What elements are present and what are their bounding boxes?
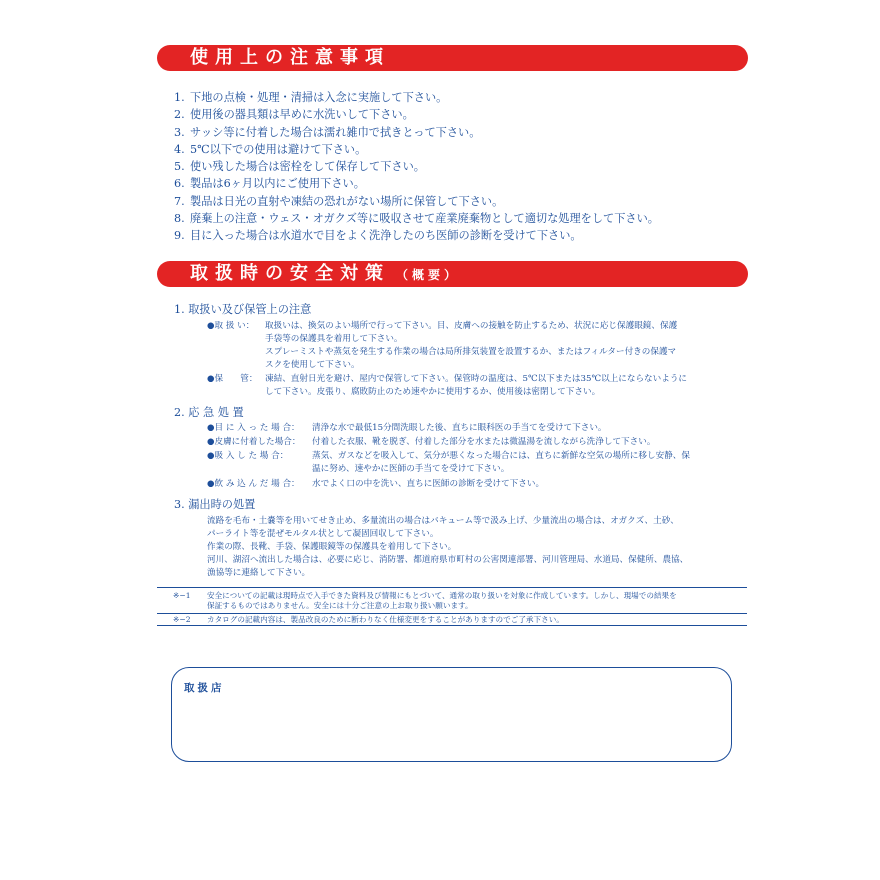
handling-text: 取扱いは、換気のよい場所で行って下さい。目、皮膚への接触を防止するため、状況に応じ保護眼鏡、保護 xyxy=(265,321,678,331)
ingestion-label: ●飲 み 込 ん だ 場 合： xyxy=(207,479,300,489)
storage-text: して下さい。皮張り、腐敗防止のため速やかに使用するか、使用後は密閉して下さい。 xyxy=(265,387,601,397)
note-mark: ※−1 xyxy=(173,591,191,600)
note-text: 安全についての記載は現時点で入手できた資料及び情報にもとづいて、通常の取り扱いを対象に作成しています。しかし、現場での結果を xyxy=(207,591,677,600)
section-subtitle: （概要） xyxy=(396,268,461,282)
list-item: 9. 目に入った場合は水道水で目をよく洗浄したのち医師の診断を受けて下さい。 xyxy=(174,229,582,243)
storage-text: 凍結、直射日光を避け、屋内で保管して下さい。保管時の温度は、5℃以下または35℃以上にならないように xyxy=(265,374,688,384)
precautions-list xyxy=(174,89,659,245)
note-text: 保証するものではありません。安全には十分ご注意の上お取り扱い願います。 xyxy=(207,601,473,610)
skin-contact-text: 付着した衣服、靴を脱ぎ、付着した部分を水または微温湯を流しながら洗浄して下さい。 xyxy=(312,437,656,447)
handling-label: ●取 扱 い： xyxy=(207,321,255,331)
section-banner-safety xyxy=(157,261,748,287)
dealer-box xyxy=(171,667,732,762)
storage-label: ●保 管： xyxy=(207,374,258,384)
skin-contact-label: ●皮膚に付着した場合： xyxy=(207,437,301,447)
list-item: 6. 製品は6ヶ月以内にご使用下さい。 xyxy=(174,177,365,191)
list-item: 4. 5℃以下での使用は避けて下さい。 xyxy=(174,142,367,156)
spill-text: 流路を毛布・土嚢等を用いてせき止め、多量流出の場合はバキューム等で汲み上げ、少量流出の場合は、オガクズ、土砂、 xyxy=(207,516,679,526)
list-item: 3. サッシ等に付着した場合は濡れ雑巾で拭きとって下さい。 xyxy=(174,125,481,139)
note-text: カタログの記載内容は、製品改良のために断わりなく仕様変更をすることがありますのでご了承下さい。 xyxy=(207,615,564,624)
handling-text: スプレーミストや蒸気を発生する作業の場合は局所排気装置を設置するか、またはフィルター付きの保護マ xyxy=(265,347,677,357)
handling-text: スクを使用して下さい。 xyxy=(265,360,360,370)
list-item: 7. 製品は日光の直射や凍結の恐れがない場所に保管して下さい。 xyxy=(174,194,504,208)
ingestion-text: 水でよく口の中を洗い、直ちに医師の診断を受けて下さい。 xyxy=(312,479,545,489)
spill-text: 作業の際、長靴、手袋、保護眼鏡等の保護具を着用して下さい。 xyxy=(207,542,457,552)
inhalation-text: 蒸気、ガスなどを吸入して、気分が悪くなった場合には、直ちに新鮮な空気の場所に移し安静、保 xyxy=(312,451,690,461)
handling-heading: 1. 取扱い及び保管上の注意 xyxy=(174,303,312,316)
section-banner-precautions xyxy=(157,45,748,71)
eye-contact-text: 清浄な水で最低15分間洗眼した後、直ちに眼科医の手当てを受けて下さい。 xyxy=(312,423,607,433)
spill-heading: 3. 漏出時の処置 xyxy=(174,498,256,511)
list-item: 1. 下地の点検・処理・清掃は入念に実施して下さい。 xyxy=(174,91,448,104)
list-item: 2. 使用後の器具類は早めに水洗いして下さい。 xyxy=(174,108,414,122)
divider xyxy=(157,613,747,614)
handling-text: 手袋等の保護具を着用して下さい。 xyxy=(265,334,403,344)
inhalation-label: ●吸 入 し た 場 合： xyxy=(207,451,289,461)
spill-text: 河川、湖沼へ流出した場合は、必要に応じ、消防署、都道府県市町村の公害関連部署、河川管理局、水道局、保健所、農協、 xyxy=(207,555,689,565)
section-title: 使用上の注意事項 xyxy=(190,47,390,68)
divider xyxy=(157,625,747,626)
first-aid-heading: 2. 応 急 処 置 xyxy=(174,406,244,419)
list-item: 8. 廃棄上の注意・ウェス・オガクズ等に吸収させて産業廃棄物として適切な処理をして下さい。 xyxy=(174,212,659,226)
list-item: 5. 使い残した場合は密栓をして保存して下さい。 xyxy=(174,160,425,174)
spill-text: パーライト等を混ぜモルタル状として凝固回収して下さい。 xyxy=(207,529,439,539)
dealer-label: 取扱店 xyxy=(184,682,225,694)
divider xyxy=(157,587,747,588)
eye-contact-label: ●目 に 入 っ た 場 合： xyxy=(207,423,300,433)
spill-text: 漁協等に連絡して下さい。 xyxy=(207,568,311,578)
note-mark: ※−2 xyxy=(173,615,191,624)
inhalation-text: 温に努め、速やかに医師の手当てを受けて下さい。 xyxy=(312,464,510,474)
section-title: 取扱時の安全対策 xyxy=(190,263,390,284)
